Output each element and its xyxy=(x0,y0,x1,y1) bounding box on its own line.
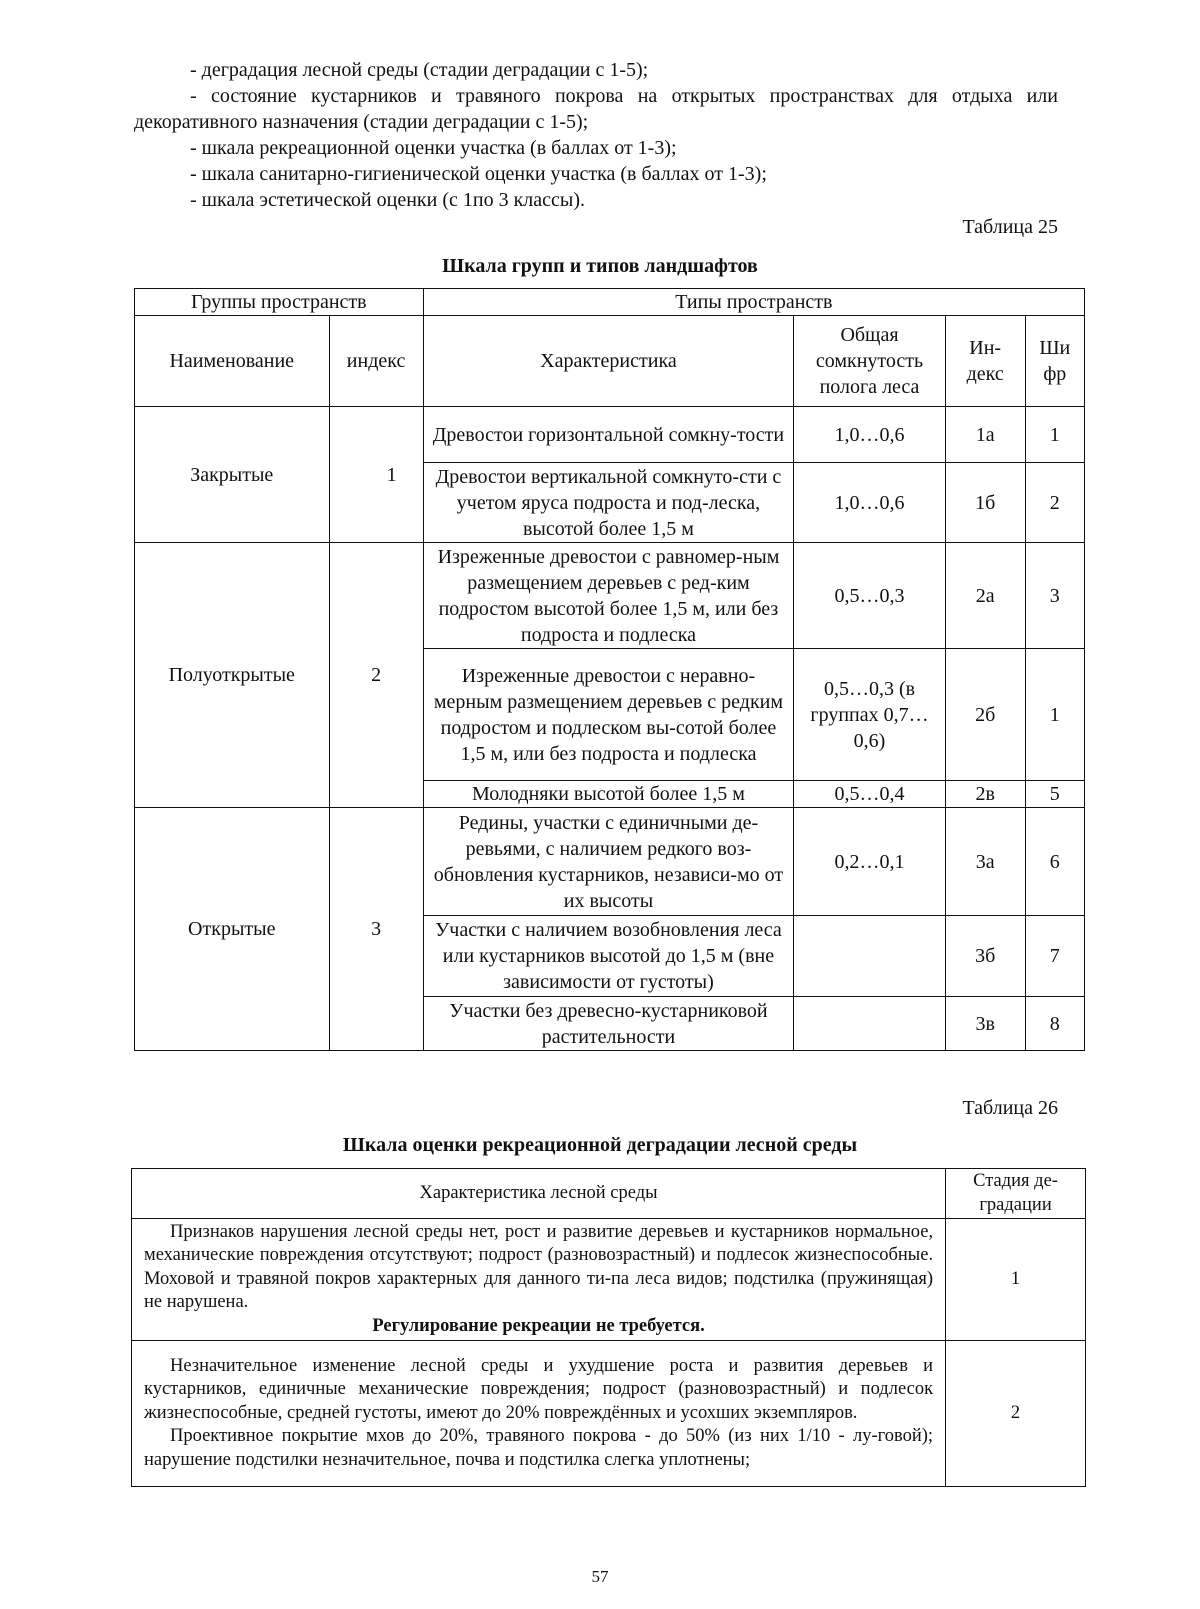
row-characteristic: Древостои горизонтальной сомкну-тости xyxy=(423,407,794,463)
group-name: Закрытые xyxy=(135,407,330,543)
table-header-row xyxy=(135,316,1085,407)
bullet-recreation-scale: - шкала рекреационной оценки участка (в баллах от 1-3); xyxy=(190,137,677,159)
header-closure: Общая сомкнутость полога леса xyxy=(794,316,946,407)
header-index: индекс xyxy=(329,316,423,407)
table26-title: Шкала оценки рекреационной деградации лесной среды xyxy=(342,1134,858,1156)
group-index: 1 xyxy=(329,407,423,543)
row-index: 2б xyxy=(945,649,1025,781)
row-closure: 1,0…0,6 xyxy=(794,463,946,543)
row-text-continued: Проективное покрытие мхов до 20%, травяного покрова - до 50% (из них 1/10 - лу-говой); нарушение подстилки незначительное, почва и подстилка слегка уплотнены; xyxy=(144,1426,934,1470)
row-code: 6 xyxy=(1025,808,1084,916)
row-closure: 0,2…0,1 xyxy=(794,808,946,916)
row-code: 1 xyxy=(1025,649,1084,781)
row-characteristic: Изреженные древостои с неравно-мерным размещением деревьев с редким подростом и подлеском вы-сотой более 1,5 м, или без подроста и подлеска xyxy=(423,649,794,781)
header-code: Ши фр xyxy=(1025,316,1084,407)
row-characteristic: Молодняки высотой более 1,5 м xyxy=(423,781,794,808)
group-index: 2 xyxy=(329,543,423,808)
row-characteristic: Древостои вертикальной сомкнуто-сти с учетом яруса подроста и под-леска, высотой более 1,5 м xyxy=(423,463,794,543)
header-forest-characteristic: Характеристика лесной среды xyxy=(132,1169,946,1219)
row-characteristic: Изреженные древостои с равномер-ным размещением деревьев с ред-ким подростом высотой более 1,5 м, или без подроста и подлеска xyxy=(423,543,794,649)
row-code: 5 xyxy=(1025,781,1084,808)
row-index: 3б xyxy=(945,916,1025,997)
table-row xyxy=(135,407,1085,463)
header-characteristic: Характеристика xyxy=(423,316,794,407)
row-index: 1б xyxy=(945,463,1025,543)
row-closure xyxy=(794,997,946,1051)
row-description xyxy=(132,1219,946,1341)
row-recommendation: Регулирование рекреации не требуется. xyxy=(372,1315,705,1336)
header-type-index: Ин-декс xyxy=(945,316,1025,407)
header-stage: Стадия де-градации xyxy=(946,1169,1086,1219)
table-header-row xyxy=(135,289,1085,316)
header-types: Типы пространств xyxy=(423,289,1084,316)
group-name: Открытые xyxy=(135,808,330,1051)
row-characteristic: Участки с наличием возобновления леса или кустарников высотой до 1,5 м (вне зависимости от густоты) xyxy=(423,916,794,997)
row-code: 8 xyxy=(1025,997,1084,1051)
table-row xyxy=(135,543,1085,649)
bullet-aesthetic-scale: - шкала эстетической оценки (с 1по 3 классы). xyxy=(190,189,585,211)
row-characteristic: Редины, участки с единичными де-ревьями, с наличием редкого воз-обновления кустарников, независи-мо от их высоты xyxy=(423,808,794,916)
row-code: 7 xyxy=(1025,916,1084,997)
row-code: 3 xyxy=(1025,543,1084,649)
bullet-degradation: - деградация лесной среды (стадии деградации с 1-5); xyxy=(190,59,649,81)
row-closure: 0,5…0,3 (в группах 0,7…0,6) xyxy=(794,649,946,781)
row-index: 3а xyxy=(945,808,1025,916)
row-stage: 2 xyxy=(946,1341,1086,1487)
row-characteristic: Участки без древесно-кустарниковой растительности xyxy=(423,997,794,1051)
row-index: 1а xyxy=(945,407,1025,463)
table25-caption: Таблица 25 xyxy=(962,216,1058,238)
row-closure xyxy=(794,916,946,997)
bullet-shrubs: - состояние кустарников и травяного покрова на открытых пространствах для отдыха или декоративного назначения (стадии деградации с 1-5); xyxy=(134,85,1058,133)
header-name: Наименование xyxy=(135,316,330,407)
row-closure: 1,0…0,6 xyxy=(794,407,946,463)
table25-title: Шкала групп и типов ландшафтов xyxy=(442,255,758,277)
group-index: 3 xyxy=(329,808,423,1051)
table-row xyxy=(132,1341,1086,1487)
row-index: 2а xyxy=(945,543,1025,649)
row-index: 3в xyxy=(945,997,1025,1051)
bullet-sanitary-scale: - шкала санитарно-гигиенической оценки участка (в баллах от 1-3); xyxy=(190,163,767,185)
row-code: 2 xyxy=(1025,463,1084,543)
row-index: 2в xyxy=(945,781,1025,808)
table-header-row xyxy=(132,1169,1086,1219)
header-groups: Группы пространств xyxy=(135,289,424,316)
group-name: Полуоткрытые xyxy=(135,543,330,808)
degradation-scale-table xyxy=(131,1168,1086,1487)
table-row xyxy=(132,1219,1086,1341)
row-text: Незначительное изменение лесной среды и ухудшение роста и развития деревьев и кустарников, единичные механические повреждения; подрост (разновозрастный) и подлесок жизнеспособные, средней густоты, имеют до 20% повреждённых и усохших экземпляров. xyxy=(144,1355,934,1423)
row-code: 1 xyxy=(1025,407,1084,463)
row-closure: 0,5…0,3 xyxy=(794,543,946,649)
table26-caption: Таблица 26 xyxy=(962,1097,1058,1119)
landscape-types-table xyxy=(134,288,1085,1051)
page-number: 57 xyxy=(591,1567,609,1586)
row-stage: 1 xyxy=(946,1219,1086,1341)
table-row xyxy=(135,808,1085,916)
row-description xyxy=(132,1341,946,1487)
row-text: Признаков нарушения лесной среды нет, рост и развитие деревьев и кустарников нормальное, механические повреждения отсутствуют; подрост (разновозрастный) и подлесок жизнеспособные. Моховой и травяной покров характерных для данного ти-па леса видов; подстилка (пружинящая) не нарушена. xyxy=(144,1221,934,1313)
row-closure: 0,5…0,4 xyxy=(794,781,946,808)
